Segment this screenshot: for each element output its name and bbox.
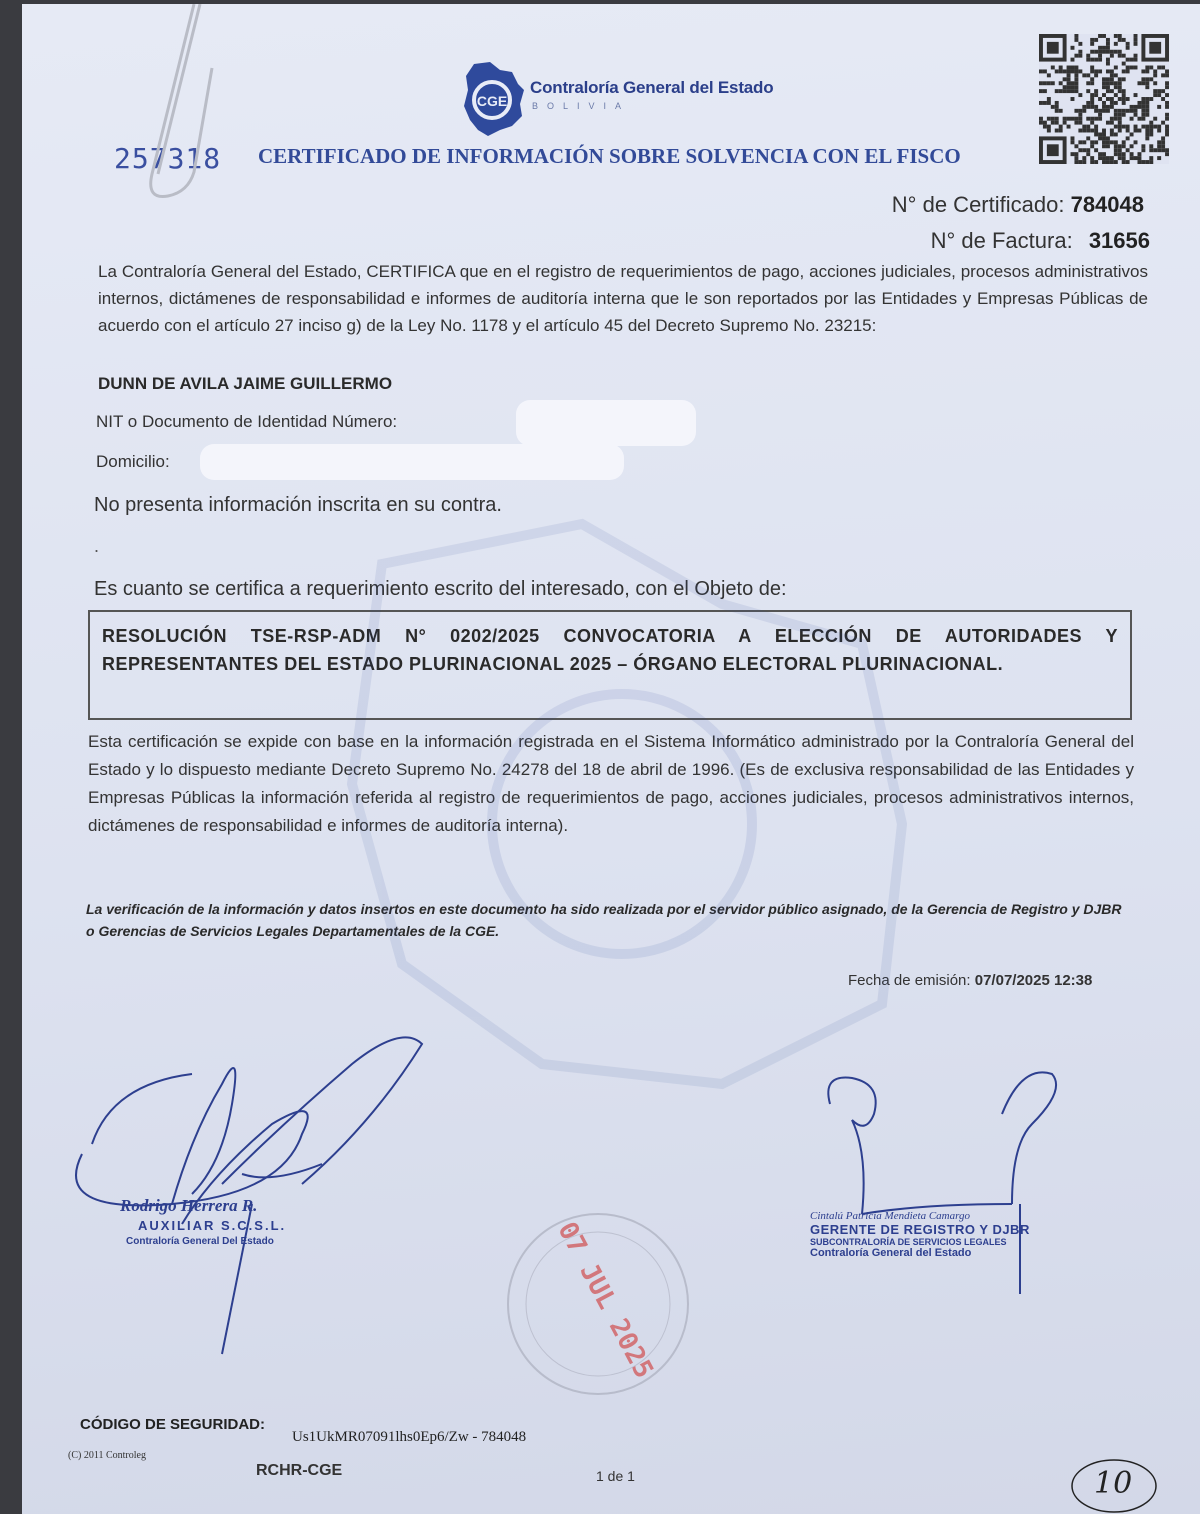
object-intro: Es cuanto se certifica a requerimiento escrito del interesado, con el Objeto de:	[94, 578, 787, 600]
org-name: Contraloría General del Estado	[530, 78, 774, 97]
object-text: RESOLUCIÓN TSE-RSP-ADM N° 0202/2025 CONVOCATORIA A ELECCIÓN DE AUTORIDADES Y REPRESENTANTES DEL ESTADO PLURINACIONAL 2025 – ÓRGANO ELECTORAL PLURINACIONAL.	[102, 626, 1118, 674]
redaction-address	[200, 444, 624, 480]
date-stamp-text: 07 JUL 2025	[551, 1217, 659, 1384]
security-code-label: CÓDIGO DE SEGURIDAD:	[80, 1416, 266, 1433]
left-signer-name: Rodrigo Herrera R.	[120, 1196, 258, 1215]
handwritten-number: 10	[1094, 1466, 1133, 1501]
statement: No presenta información inscrita en su contra.	[94, 494, 502, 516]
holder-name: DUNN DE AVILA JAIME GUILLERMO	[98, 374, 393, 393]
invoice-label: N° de Factura:	[930, 228, 1073, 253]
document-page	[22, 4, 1200, 1514]
qr-code-icon	[1038, 34, 1170, 164]
dot-mark: .	[94, 536, 100, 556]
left-signer-org: Contraloría General Del Estado	[126, 1236, 274, 1247]
copyright: (C) 2011 Controleg	[68, 1450, 146, 1461]
address-label: Domicilio:	[96, 452, 170, 471]
right-signer-role: GERENTE DE REGISTRO Y DJBR	[810, 1222, 1030, 1237]
cge-logo-icon	[460, 60, 526, 138]
right-signature-icon	[828, 1072, 1056, 1294]
right-signer-name: Cintalú Patricia Mendieta Camargo	[810, 1210, 970, 1222]
page-number: 1 de 1	[596, 1468, 635, 1484]
emission-date: 07/07/2025 12:38	[974, 972, 1093, 989]
intro-paragraph: La Contraloría General del Estado, CERTIFICA que en el registro de requerimientos de pago, acciones judiciales, procesos administrativos internos, dictámenes de responsabilidad e informes de auditoría interna que le son reportados por las Entidades y Empresas Públicas de acuerdo con el artículo 27 inciso g) de la Ley No. 1178 y el artículo 45 del Decreto Supremo No. 23215:	[98, 262, 1148, 335]
serial-number: 257318	[114, 142, 222, 175]
org-country: BOLIVIA	[532, 101, 631, 111]
certificate-number-label: N° de Certificado:	[891, 192, 1065, 217]
right-signer-stamp	[810, 1210, 1030, 1259]
footer-code: RCHR-CGE	[256, 1462, 343, 1479]
left-signer-role: AUXILIAR S.C.S.L.	[138, 1218, 287, 1233]
verification-note: La verificación de la información y datos insertos en este documento ha sido realizada por el servidor público asignado, de la Gerencia de Registro y DJBR o Gerencias de Servicios Legales Departamentales de la CGE.	[86, 901, 1122, 939]
invoice-number: 31656	[1088, 228, 1150, 253]
basis-paragraph: Esta certificación se expide con base en la información registrada en el Sistema Informático administrado por la Contraloría General del Estado y lo dispuesto mediante Decreto Supremo No. 24278 del 18 de abril de 1996. (Es de exclusiva responsabilidad de las Entidades y Empresas Públicas la información referida al registro de requerimientos de pago, acciones judiciales, procesos administrativos internos, dictámenes de responsabilidad e informes de auditoría interna).	[88, 732, 1134, 835]
emission-label: Fecha de emisión:	[848, 972, 971, 989]
object-box	[88, 610, 1132, 720]
right-signer-org: Contraloría General del Estado	[810, 1247, 972, 1259]
certificate-number-row	[892, 192, 1144, 218]
emission-row	[848, 972, 1092, 989]
invoice-number-row	[931, 228, 1150, 254]
date-stamp-icon	[508, 1214, 688, 1394]
security-code: Us1UkMR07091lhs0Ep6/Zw - 784048	[292, 1429, 527, 1445]
logo-letters: CGE	[476, 93, 508, 109]
redaction-id	[516, 400, 696, 446]
right-signer-dept: SUBCONTRALORÍA DE SERVICIOS LEGALES	[810, 1237, 1007, 1247]
certificate-number: 784048	[1070, 192, 1144, 217]
id-label: NIT o Documento de Identidad Número:	[96, 412, 398, 431]
document-title: CERTIFICADO DE INFORMACIÓN SOBRE SOLVENCIA CON EL FISCO	[258, 144, 961, 168]
